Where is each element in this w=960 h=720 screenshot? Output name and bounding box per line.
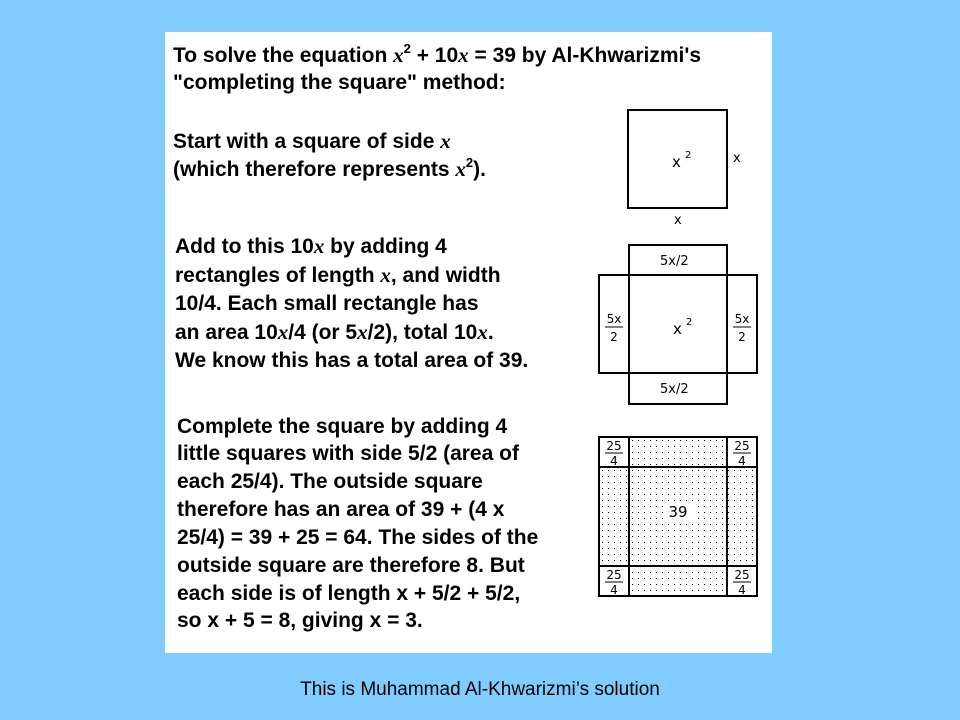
left-rectangle-numerator: 5x [606,312,622,326]
step2-line-1: Add to this 10x by adding 4 [175,234,447,258]
square-x-exponent: 2 [685,150,692,161]
rect-center-base: x [673,320,682,338]
corner-bottom-right-denominator: 4 [738,583,746,597]
completed-square-center-label: 39 [668,503,688,521]
step3-line-3: each 25/4). The outside square [177,470,483,493]
right-rectangle-denominator: 2 [738,330,746,344]
step2-line-3: 10/4. Each small rectangle has [175,292,479,315]
step3-line-4: therefore has an area of 39 + (4 x [177,498,505,521]
bottom-rectangle-label: 5x/2 [660,382,689,397]
step1-line-1: Start with a square of side x [173,129,451,153]
corner-top-left-denominator: 4 [610,454,618,468]
step2-line-2: rectangles of length x, and width [175,263,501,287]
step3-line-6: outside square are therefore 8. But [177,554,525,577]
step3-line-5: 25/4) = 39 + 25 = 64. The sides of the [177,526,539,549]
step3-line-8: so x + 5 = 8, giving x = 3. [177,609,423,632]
square-x-diagram [628,110,741,228]
rect-center-exponent: 2 [686,317,693,328]
corner-bottom-right-numerator: 25 [734,568,750,582]
step1-line-2: (which therefore represents $x^2$). [173,155,486,181]
step2-line-4: an area 10x/4 (or 5x/2), total 10x. [175,320,494,344]
intro-line-1: To solve the equation $x^2 + 10x = 39$ by Al-Khwarizmi's [173,41,702,67]
step3-line-7: each side is of length x + 5/2 + 5/2, [177,582,521,605]
corner-bottom-left-denominator: 4 [610,583,618,597]
rectangles-diagram [599,245,757,404]
square-x-bottom-label: x [674,213,682,228]
top-rectangle-label: 5x/2 [660,254,689,269]
step2-line-5: We know this has a total area of 39. [175,349,529,372]
slide-caption: This is Muhammad Al-Khwarizmi’s solution [300,679,660,700]
completed-square-diagram [599,437,757,597]
step3-line-1: Complete the square by adding 4 [177,415,508,438]
square-x-base: x [672,153,681,171]
left-rectangle-denominator: 2 [610,330,618,344]
right-rectangle-numerator: 5x [734,312,750,326]
intro-line-2: "completing the square" method: [173,71,506,94]
square-x-side-label: x [733,151,741,166]
corner-top-left-numerator: 25 [606,439,622,453]
step3-line-2: little squares with side 5/2 (area of [177,442,519,465]
corner-top-right-denominator: 4 [738,454,746,468]
corner-top-right-numerator: 25 [734,439,750,453]
corner-bottom-left-numerator: 25 [606,568,622,582]
